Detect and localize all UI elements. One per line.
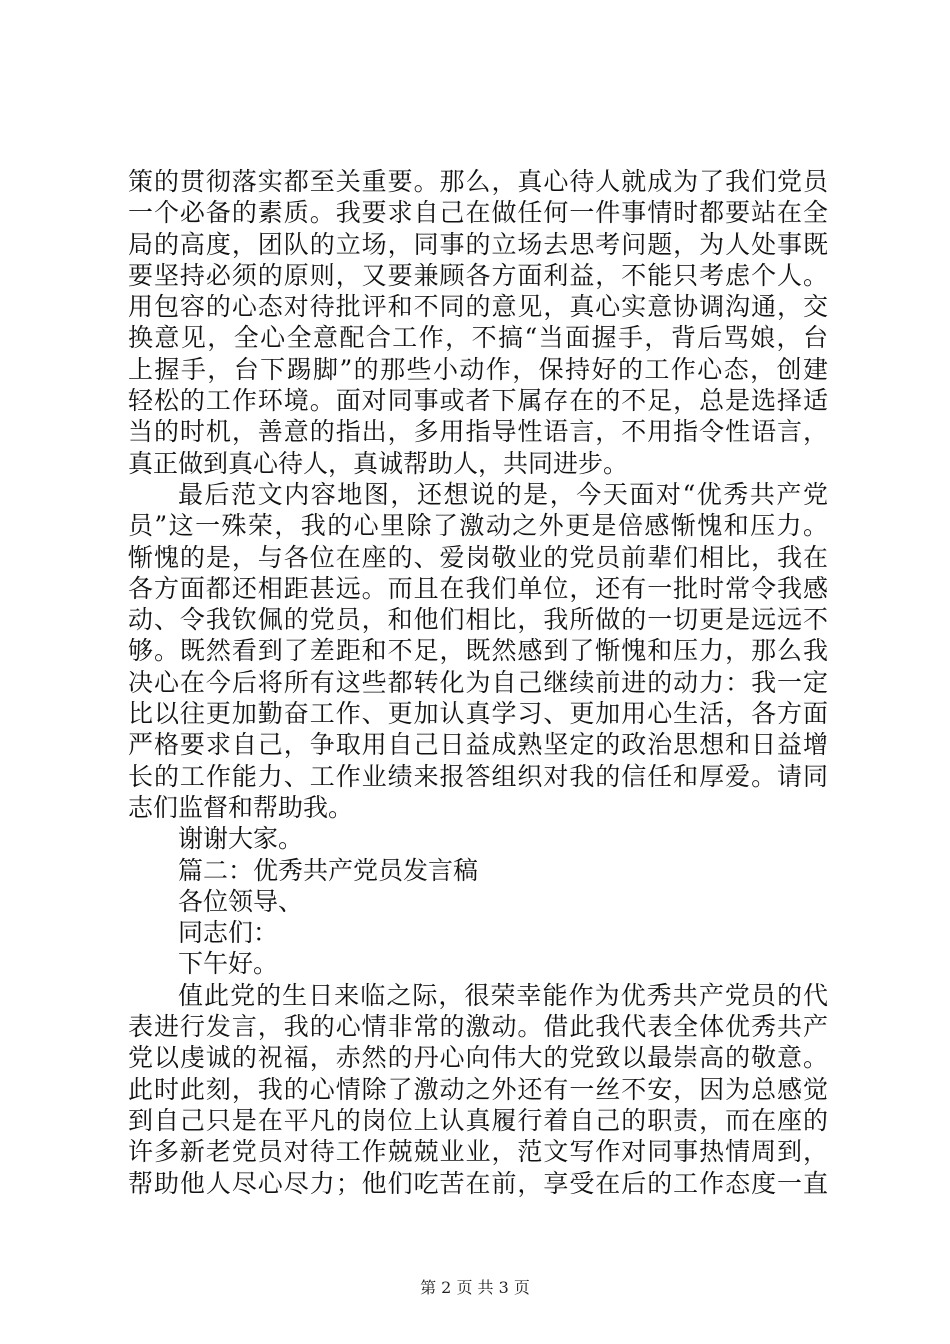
text-line: 到自己只是在平凡的岗位上认真履行着自己的职责，而在座的 [128, 1105, 828, 1135]
text-line: 下午好。 [178, 949, 279, 979]
text-line: 各方面都还相距甚远。而且在我们单位，还有一批时常令我感 [128, 573, 828, 603]
text-line: 够。既然看到了差距和不足，既然感到了惭愧和压力，那么我 [128, 636, 828, 666]
text-line: 此时此刻，我的心情除了激动之外还有一丝不安，因为总感觉 [128, 1074, 828, 1104]
text-line: 动、令我钦佩的党员，和他们相比，我所做的一切更是远远不 [128, 605, 828, 635]
text-line: 篇二：优秀共产党员发言稿 [178, 855, 479, 885]
text-line: 用包容的心态对待批评和不同的意见，真心实意协调沟通，交 [128, 292, 828, 322]
text-line: 决心在今后将所有这些都转化为自己继续前进的动力：我一定 [128, 667, 828, 697]
document-body [128, 166, 828, 1199]
text-line: 最后范文内容地图，还想说的是，今天面对“优秀共产党 [178, 479, 828, 509]
text-line: 严格要求自己，争取用自己日益成熟坚定的政治思想和日益增 [128, 730, 828, 760]
text-line: 当的时机，善意的指出，多用指导性语言，不用指令性语言， [128, 417, 828, 447]
text-line: 许多新老党员对待工作兢兢业业，范文写作对同事热情周到， [128, 1137, 828, 1167]
page-footer: 第 2 页 共 3 页 [420, 1278, 530, 1297]
text-line: 策的贯彻落实都至关重要。那么，真心待人就成为了我们党员 [128, 167, 828, 196]
text-line: 惭愧的是，与各位在座的、爱岗敬业的党员前辈们相比，我在 [128, 542, 828, 572]
text-line: 上握手，台下踢脚”的那些小动作，保持好的工作心态，创建 [128, 354, 828, 384]
text-line: 换意见，全心全意配合工作，不搞“当面握手，背后骂娘，台 [128, 323, 828, 353]
text-line: 比以往更加勤奋工作、更加认真学习、更加用心生活，各方面 [128, 699, 828, 729]
text-line: 党以虔诚的祝福，赤然的丹心向伟大的党致以最崇高的敬意。 [128, 1043, 828, 1073]
text-line: 长的工作能力、工作业绩来报答组织对我的信任和厚爱。请同 [128, 761, 828, 791]
text-line: 真正做到真心待人，真诚帮助人，共同进步。 [128, 448, 629, 478]
text-line: 值此党的生日来临之际，很荣幸能作为优秀共产党员的代 [178, 980, 828, 1010]
text-line: 谢谢大家。 [178, 824, 304, 854]
text-line: 要坚持必须的原则，又要兼顾各方面利益，不能只考虑个人。 [128, 260, 828, 290]
text-line: 各位领导、 [178, 886, 304, 916]
text-line: 帮助他人尽心尽力；他们吃苦在前，享受在后的工作态度一直 [128, 1168, 828, 1198]
text-line: 一个必备的素质。我要求自己在做任何一件事情时都要站在全 [128, 198, 828, 228]
text-line: 志们监督和帮助我。 [128, 792, 354, 822]
text-line: 同志们： [178, 918, 279, 948]
text-line: 轻松的工作环境。面对同事或者下属存在的不足，总是选择适 [128, 386, 828, 416]
text-line: 员”这一殊荣，我的心里除了激动之外更是倍感惭愧和压力。 [128, 511, 828, 541]
text-line: 表进行发言，我的心情非常的激动。借此我代表全体优秀共产 [128, 1012, 828, 1042]
text-line: 局的高度，团队的立场，同事的立场去思考问题，为人处事既 [128, 229, 828, 259]
